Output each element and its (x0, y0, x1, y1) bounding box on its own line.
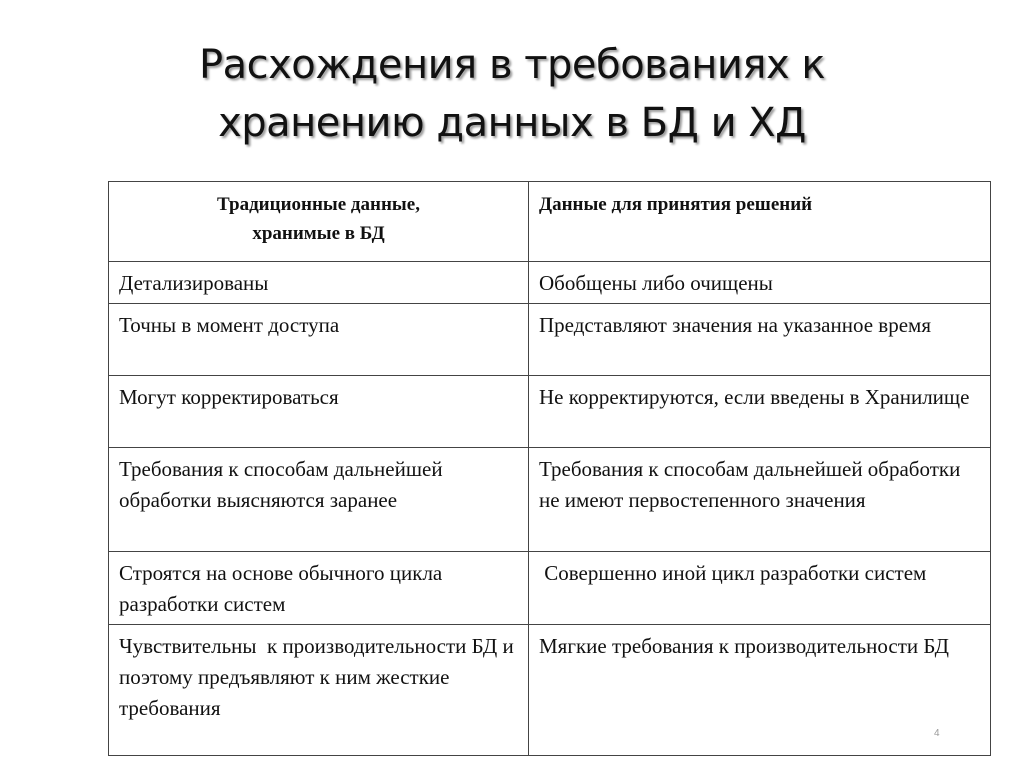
table-cell: Требования к способам дальнейшей обработки выясняются заранее (109, 448, 529, 552)
comparison-table-wrap (108, 181, 990, 752)
comparison-table (108, 181, 991, 756)
table-cell: Могут корректироваться (109, 376, 529, 448)
table-header-row (109, 182, 991, 262)
table-cell: Детализированы (109, 262, 529, 304)
page-number: 4 (934, 728, 940, 739)
table-cell: Чувствительны к производительности БД и поэтому предъявляют к ним жесткие требования (109, 625, 529, 756)
table-cell: Обобщены либо очищены (529, 262, 991, 304)
table-row (109, 552, 991, 625)
table-row (109, 304, 991, 376)
header-traditional-data-line-1: Традиционные данные, (217, 194, 420, 215)
table-cell: Строятся на основе обычного цикла разработки систем (109, 552, 529, 625)
table-cell: Точны в момент доступа (109, 304, 529, 376)
slide-title (0, 36, 1024, 152)
table-cell: Требования к способам дальнейшей обработки не имеют первостепенного значения (529, 448, 991, 552)
header-decision-data: Данные для принятия решений (529, 182, 991, 262)
table-cell: Мягкие требования к производительности БД (529, 625, 991, 756)
header-traditional-data (109, 182, 529, 262)
slide-title-line-1: Расхождения в требованиях к (198, 42, 826, 88)
table-cell: Совершенно иной цикл разработки систем (529, 552, 991, 625)
table-row (109, 262, 991, 304)
table-row (109, 625, 991, 756)
table-row (109, 448, 991, 552)
table-cell: Не корректируются, если введены в Хранилище (529, 376, 991, 448)
slide-title-line-2: хранению данных в БД и ХД (218, 100, 806, 146)
table-cell: Представляют значения на указанное время (529, 304, 991, 376)
header-traditional-data-line-2: хранимые в БД (252, 223, 385, 244)
table-row (109, 376, 991, 448)
